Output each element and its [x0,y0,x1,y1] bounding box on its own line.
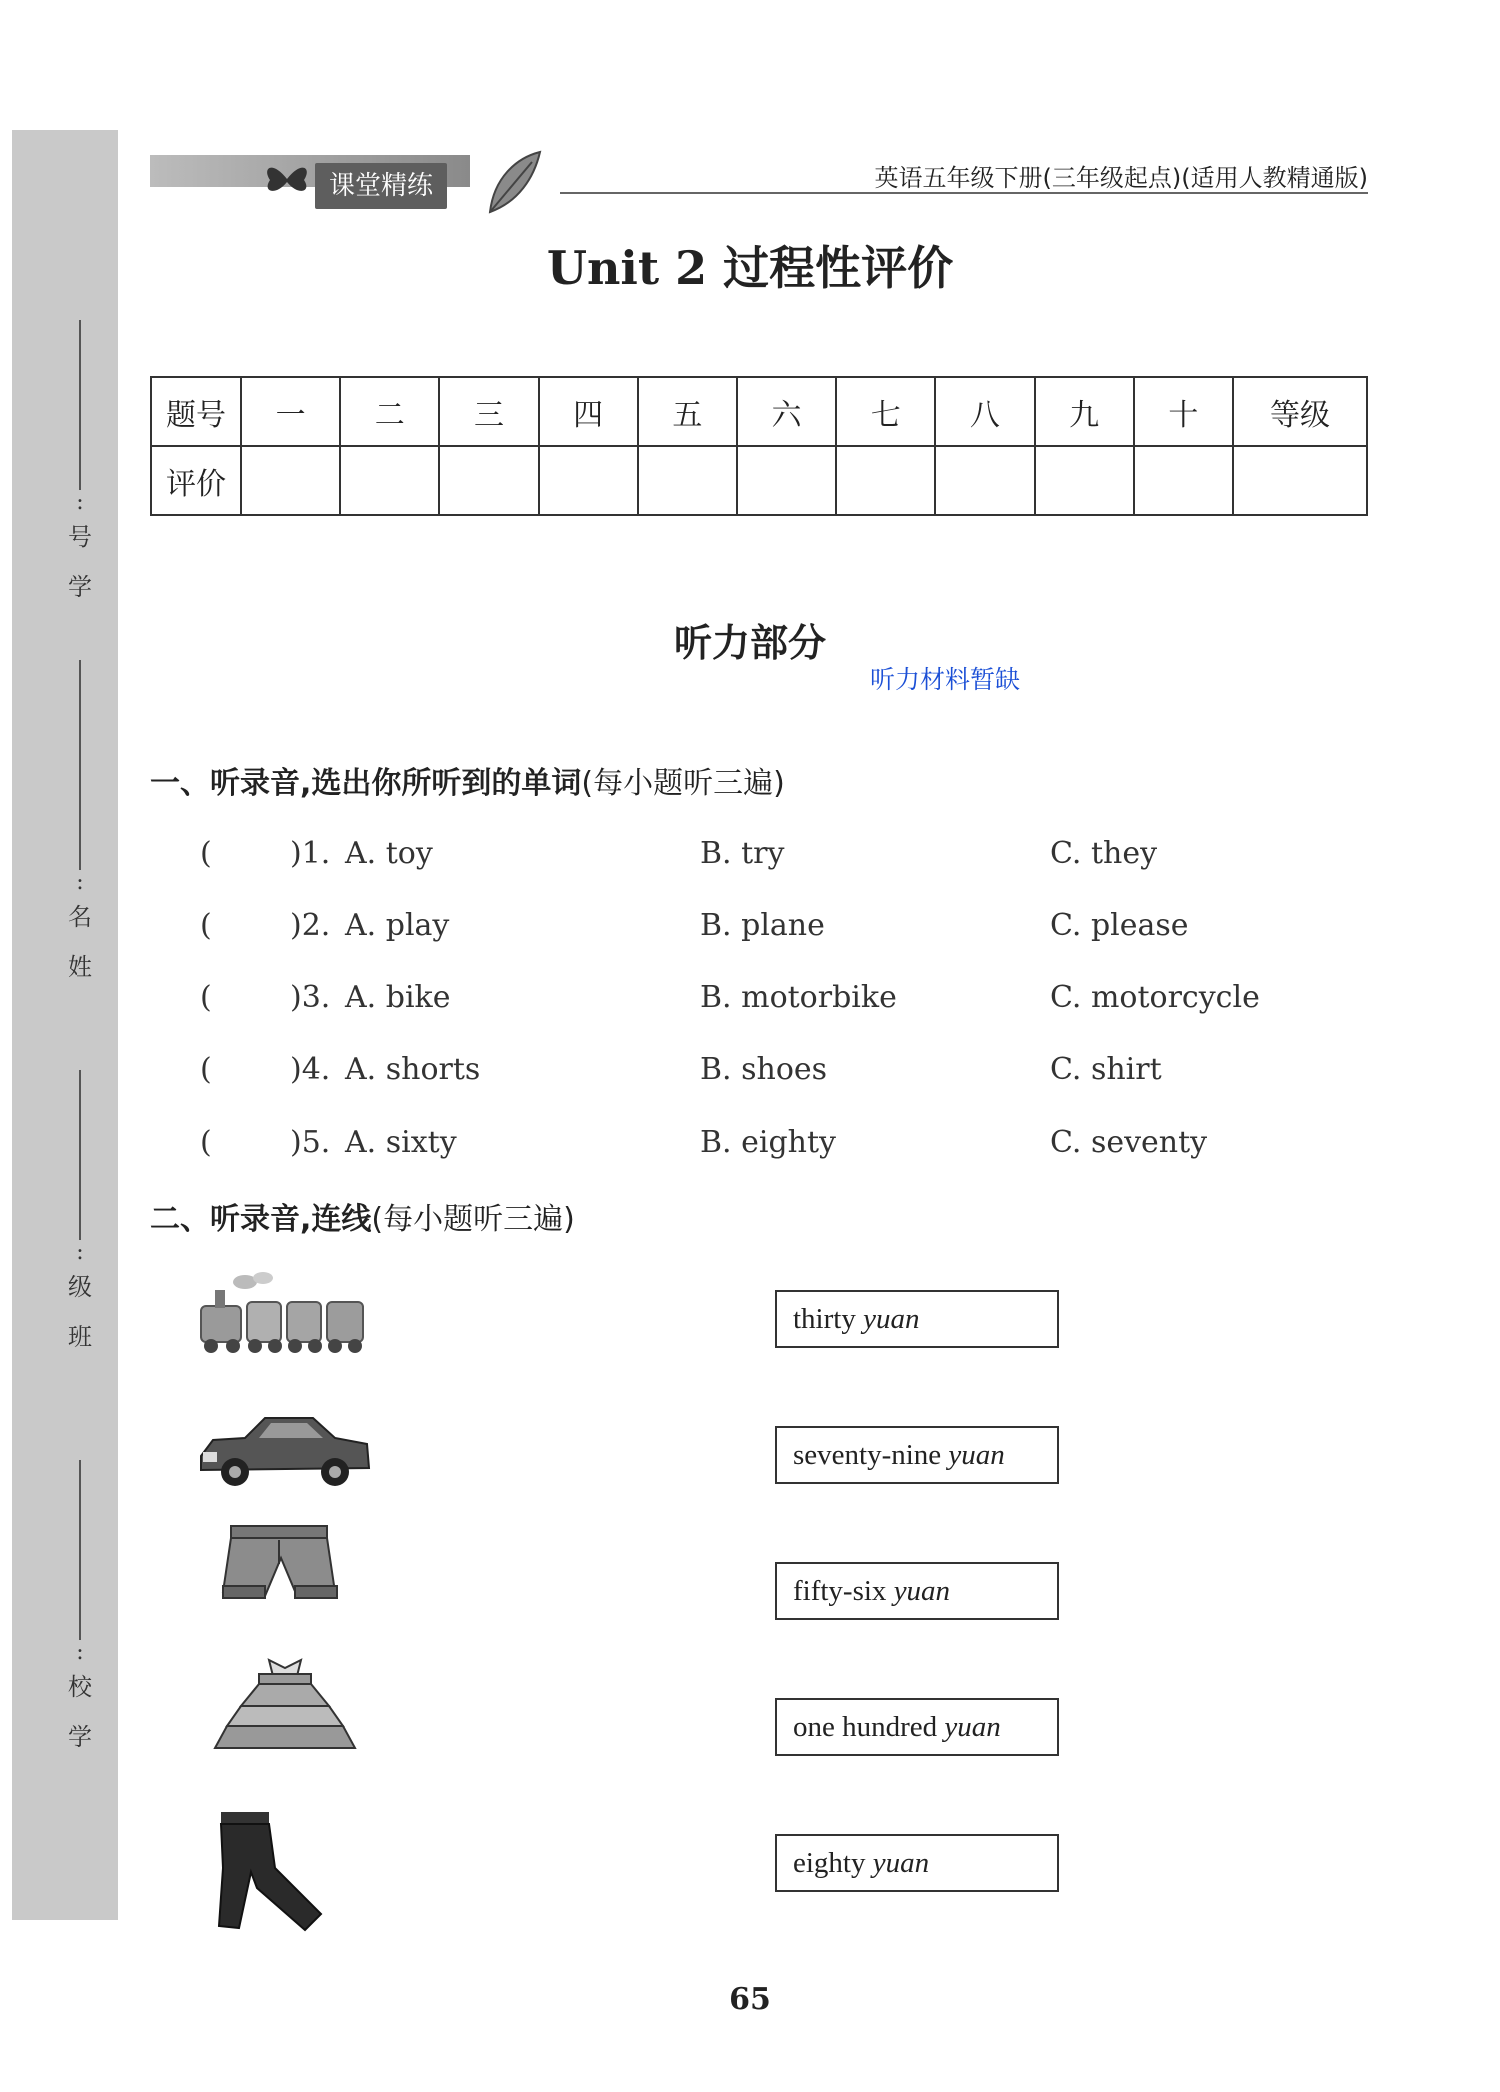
book-title: 英语五年级下册(三年级起点)(适用人教精通版) [874,164,1368,192]
student-number-line[interactable] [79,320,81,490]
score-header-cell: 八 [935,377,1034,446]
name-line[interactable] [79,660,81,870]
option-b: B. try [700,836,785,871]
option-c: C. shirt [1050,1052,1162,1087]
toy-train-icon[interactable] [195,1268,375,1368]
shorts-icon[interactable] [195,1522,375,1622]
option-b: B. plane [700,908,825,943]
score-eval-row [151,446,1367,515]
option-b: B. shoes [700,1052,828,1087]
price-box[interactable]: seventy-nine yuan [775,1426,1059,1484]
score-eval-cell[interactable] [1233,446,1367,515]
option-b: B. eighty [700,1125,836,1160]
answer-blank[interactable]: ( [200,980,212,1015]
score-header-cell: 三 [439,377,538,446]
school-field: : 校 学 [60,1460,100,1752]
question-row: ( )3. A. bike B. motorbike C. motorcycle [200,980,1260,1015]
skirt-icon[interactable] [195,1656,375,1756]
school-line[interactable] [79,1460,81,1640]
answer-blank[interactable]: ( [200,1052,212,1087]
score-eval-cell[interactable] [638,446,737,515]
car-icon[interactable] [195,1398,375,1498]
part1-heading: 一、听录音,选出你所听到的单词(每小题听三遍) [150,766,785,801]
score-header-cell: 七 [836,377,935,446]
score-eval-cell[interactable] [439,446,538,515]
trousers-icon[interactable] [195,1808,375,1938]
leaf-icon [482,148,544,218]
price-box[interactable]: fifty-six yuan [775,1562,1059,1620]
class-field: : 级 班 [60,1070,100,1352]
score-eval-cell[interactable] [737,446,836,515]
score-header-cell: 十 [1134,377,1233,446]
class-line[interactable] [79,1070,81,1240]
option-a: A. play [345,908,450,943]
question-row: ( )4. A. shorts B. shoes C. shirt [200,1052,1162,1087]
header-label: 课堂精练 [315,163,447,209]
option-a: A. bike [345,980,451,1015]
name-field: : 名 姓 [60,660,100,982]
score-header-cell: 九 [1035,377,1134,446]
score-header-cell: 等级 [1233,377,1367,446]
option-c: C. motorcycle [1050,980,1260,1015]
score-header-cell: 一 [241,377,340,446]
price-box[interactable]: thirty yuan [775,1290,1059,1348]
option-c: C. please [1050,908,1189,943]
option-a: A. toy [345,836,433,871]
score-table [150,376,1368,516]
question-row: ( )5. A. sixty B. eighty C. seventy [200,1125,1208,1160]
option-b: B. motorbike [700,980,897,1015]
score-header-cell: 题号 [151,377,241,446]
option-c: C. they [1050,836,1158,871]
answer-blank[interactable]: ( [200,1125,212,1160]
part2-heading: 二、听录音,连线(每小题听三遍) [150,1202,575,1237]
score-header-row [151,377,1367,446]
option-a: A. sixty [345,1125,457,1160]
score-eval-cell[interactable] [539,446,638,515]
option-c: C. seventy [1050,1125,1208,1160]
score-header-cell: 六 [737,377,836,446]
butterfly-icon [262,158,312,200]
answer-blank[interactable]: ( [200,836,212,871]
score-eval-cell[interactable] [935,446,1034,515]
section-title: 听力部分 [673,621,826,665]
page-title: Unit 2 过程性评价 [546,241,954,295]
score-eval-cell[interactable] [1035,446,1134,515]
score-eval-cell[interactable] [340,446,439,515]
answer-blank[interactable]: ( [200,908,212,943]
student-number-field: : 号 学 [60,320,100,602]
score-header-cell: 二 [340,377,439,446]
score-eval-cell[interactable] [836,446,935,515]
price-box[interactable]: one hundred yuan [775,1698,1059,1756]
question-row: ( )1. A. toy B. try C. they [200,836,1158,871]
score-eval-cell[interactable] [1134,446,1233,515]
price-box[interactable]: eighty yuan [775,1834,1059,1892]
page-number: 65 [729,1982,771,2017]
option-a: A. shorts [345,1052,481,1087]
score-header-cell: 四 [539,377,638,446]
question-row: ( )2. A. play B. plane C. please [200,908,1189,943]
section-note: 听力材料暂缺 [870,665,1021,694]
score-eval-label: 评价 [151,446,241,515]
score-eval-cell[interactable] [241,446,340,515]
score-header-cell: 五 [638,377,737,446]
